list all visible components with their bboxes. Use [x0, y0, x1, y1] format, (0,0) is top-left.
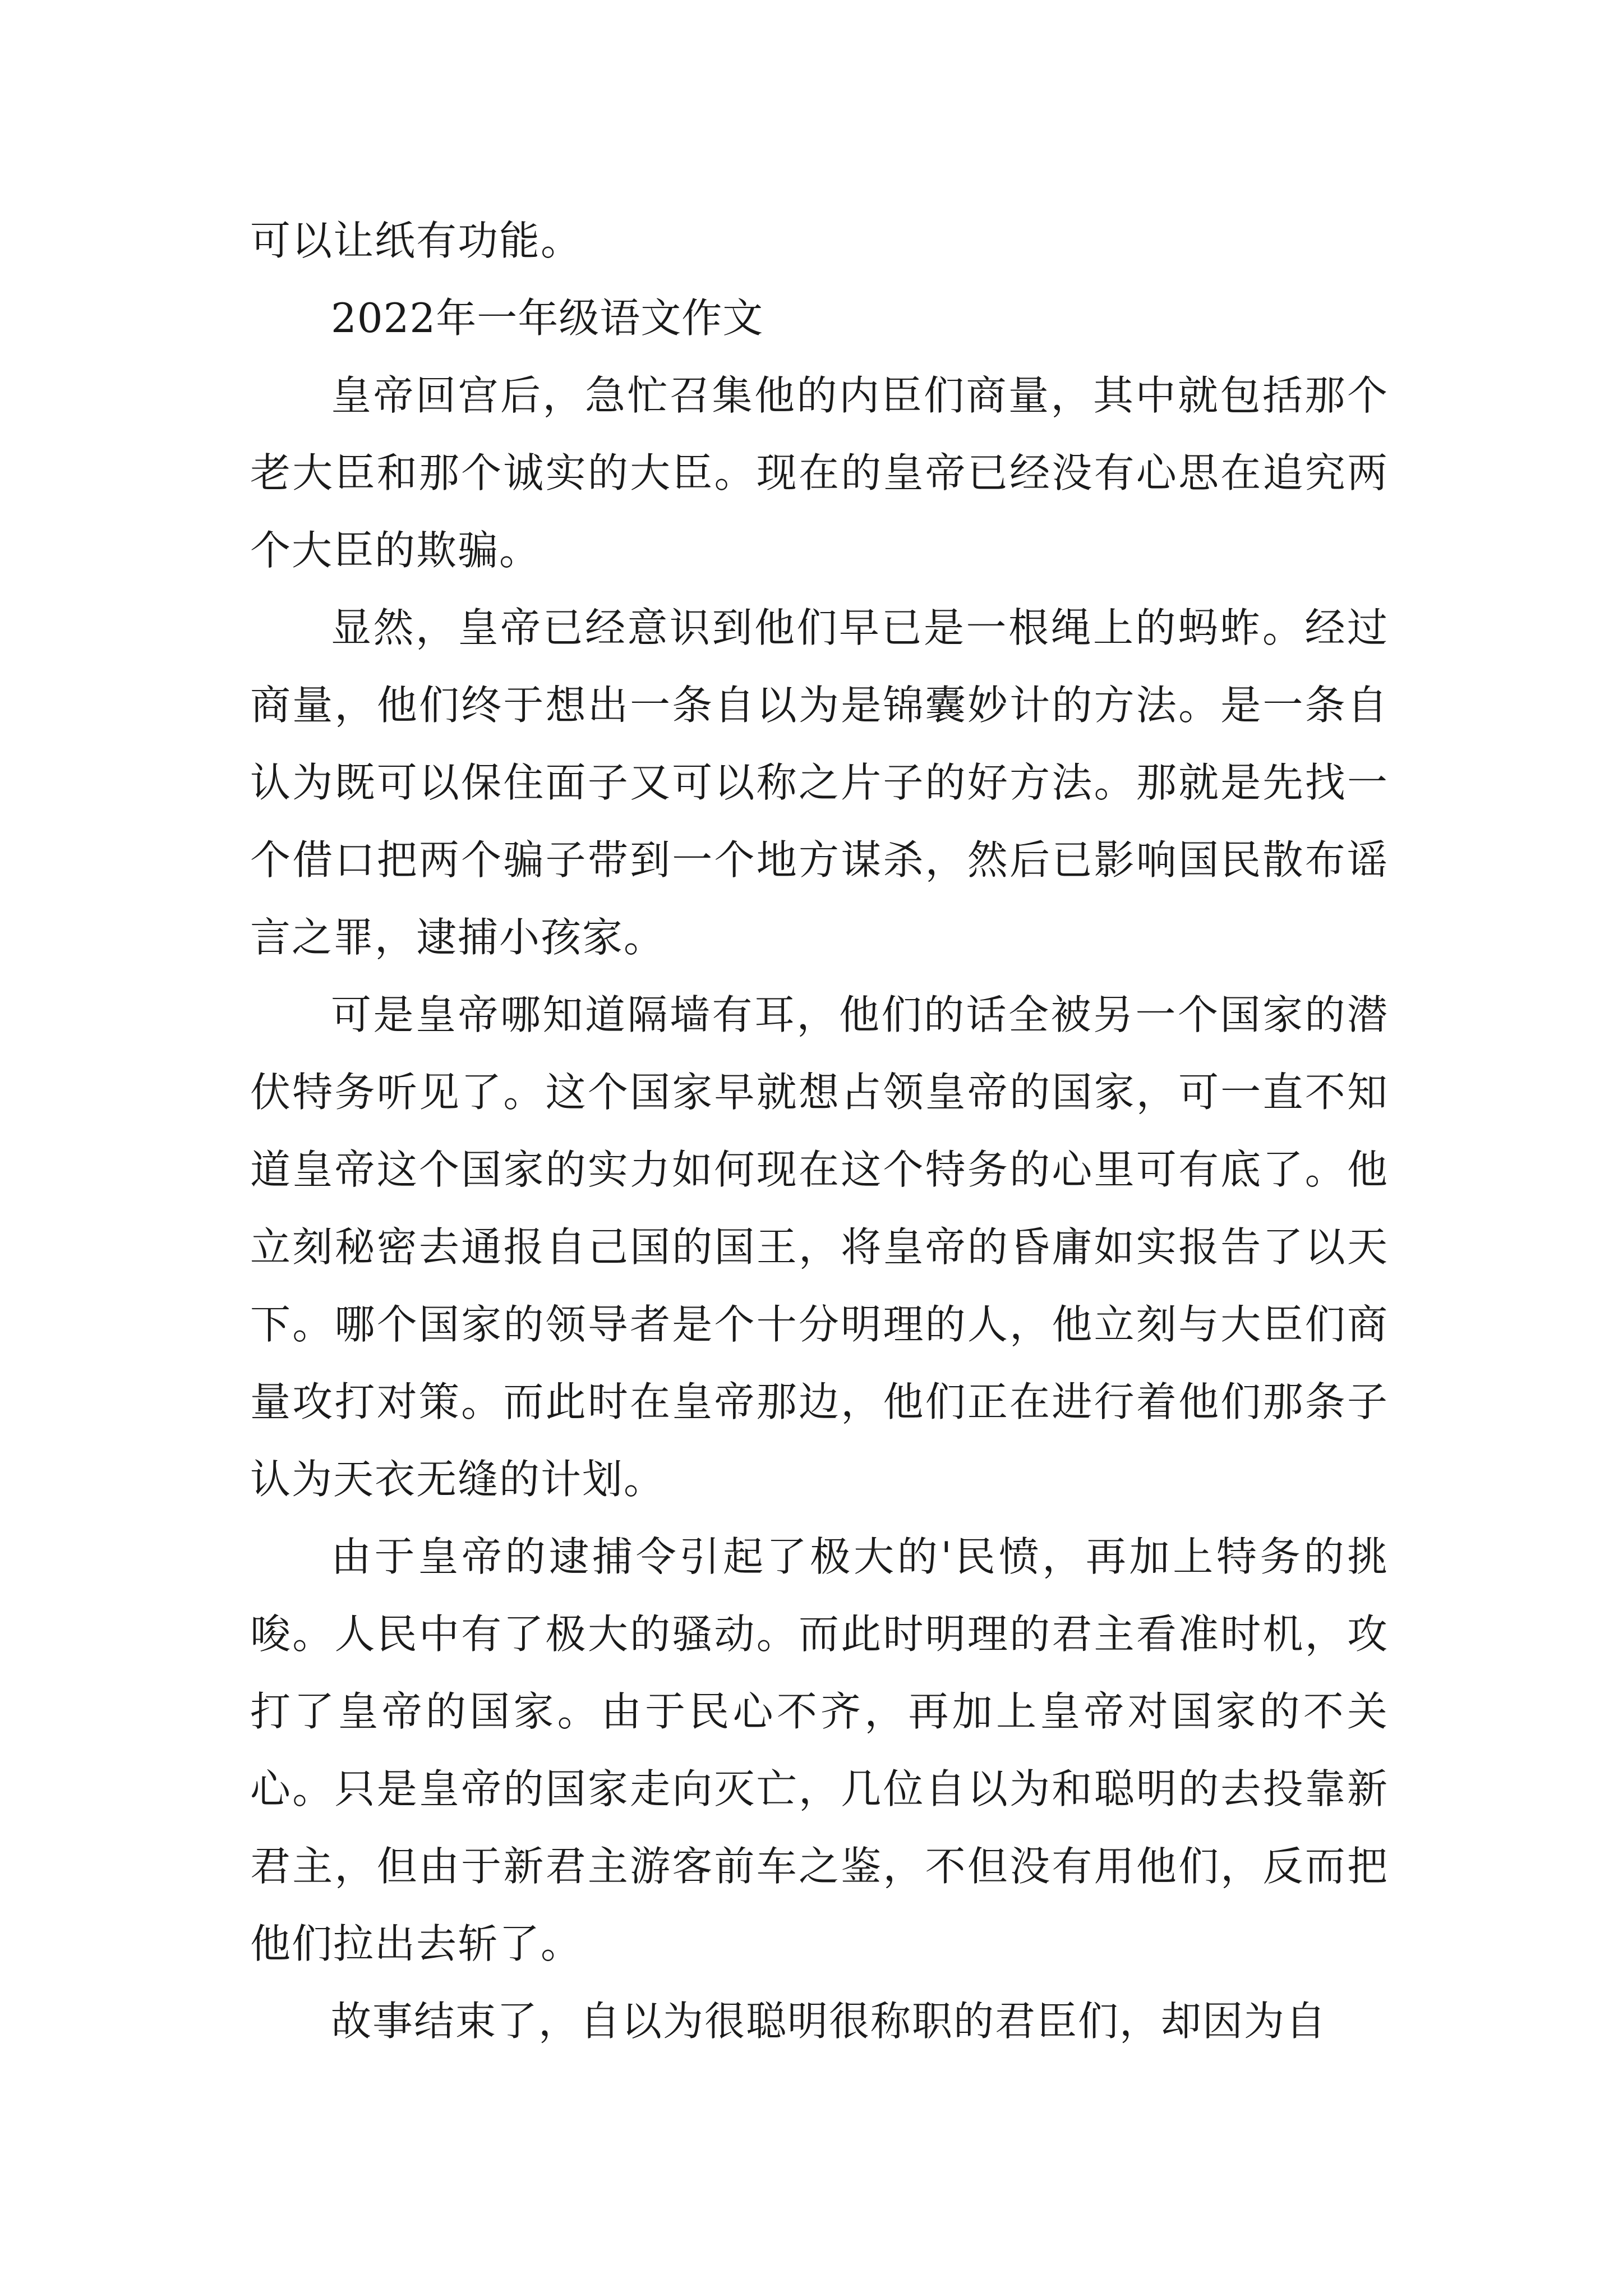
paragraph: 故事结束了，自以为很聪明很称职的君臣们，却因为自	[331, 1998, 1327, 2045]
article-body	[250, 202, 1389, 2060]
paragraph: 皇帝回宫后，急忙召集他的内臣们商量，其中就包括那个老大臣和那个诚实的大臣。现在的皇帝已经没有心思在追究两个大臣的欺骗。	[250, 372, 1389, 574]
paragraph: 可是皇帝哪知道隔墙有耳，他们的话全被另一个国家的潜伏特务听见了。这个国家早就想占领皇帝的国家，可一直不知道皇帝这个国家的实力如何现在这个特务的心里可有底了。他立刻秘密去通报自己国的国王，将皇帝的昏庸如实报告了以天下。哪个国家的领导者是个十分明理的人，他立刻与大臣们商量攻打对策。而此时在皇帝那边，他们正在进行着他们那条子认为天衣无缝的计划。	[250, 991, 1389, 1503]
paragraph: 显然，皇帝已经意识到他们早已是一根绳上的蚂蚱。经过商量，他们终于想出一条自以为是锦囊妙计的方法。是一条自认为既可以保住面子又可以称之片子的好方法。那就是先找一个借口把两个骗子带到一个地方谋杀，然后已影响国民散布谣言之罪，逮捕小孩家。	[250, 604, 1389, 961]
paragraph: 由于皇帝的逮捕令引起了极大的'民愤，再加上特务的挑唆。人民中有了极大的骚动。而此时明理的君主看准时机，攻打了皇帝的国家。由于民心不齐，再加上皇帝对国家的不关心。只是皇帝的国家走向灭亡，几位自以为和聪明的去投靠新君主，但由于新君主游客前车之鉴，不但没有用他们，反而把他们拉出去斩了。	[250, 1533, 1389, 1967]
article-title: 2022年一年级语文作文	[331, 295, 764, 342]
paragraph-continuation: 可以让纸有功能。	[250, 217, 583, 264]
